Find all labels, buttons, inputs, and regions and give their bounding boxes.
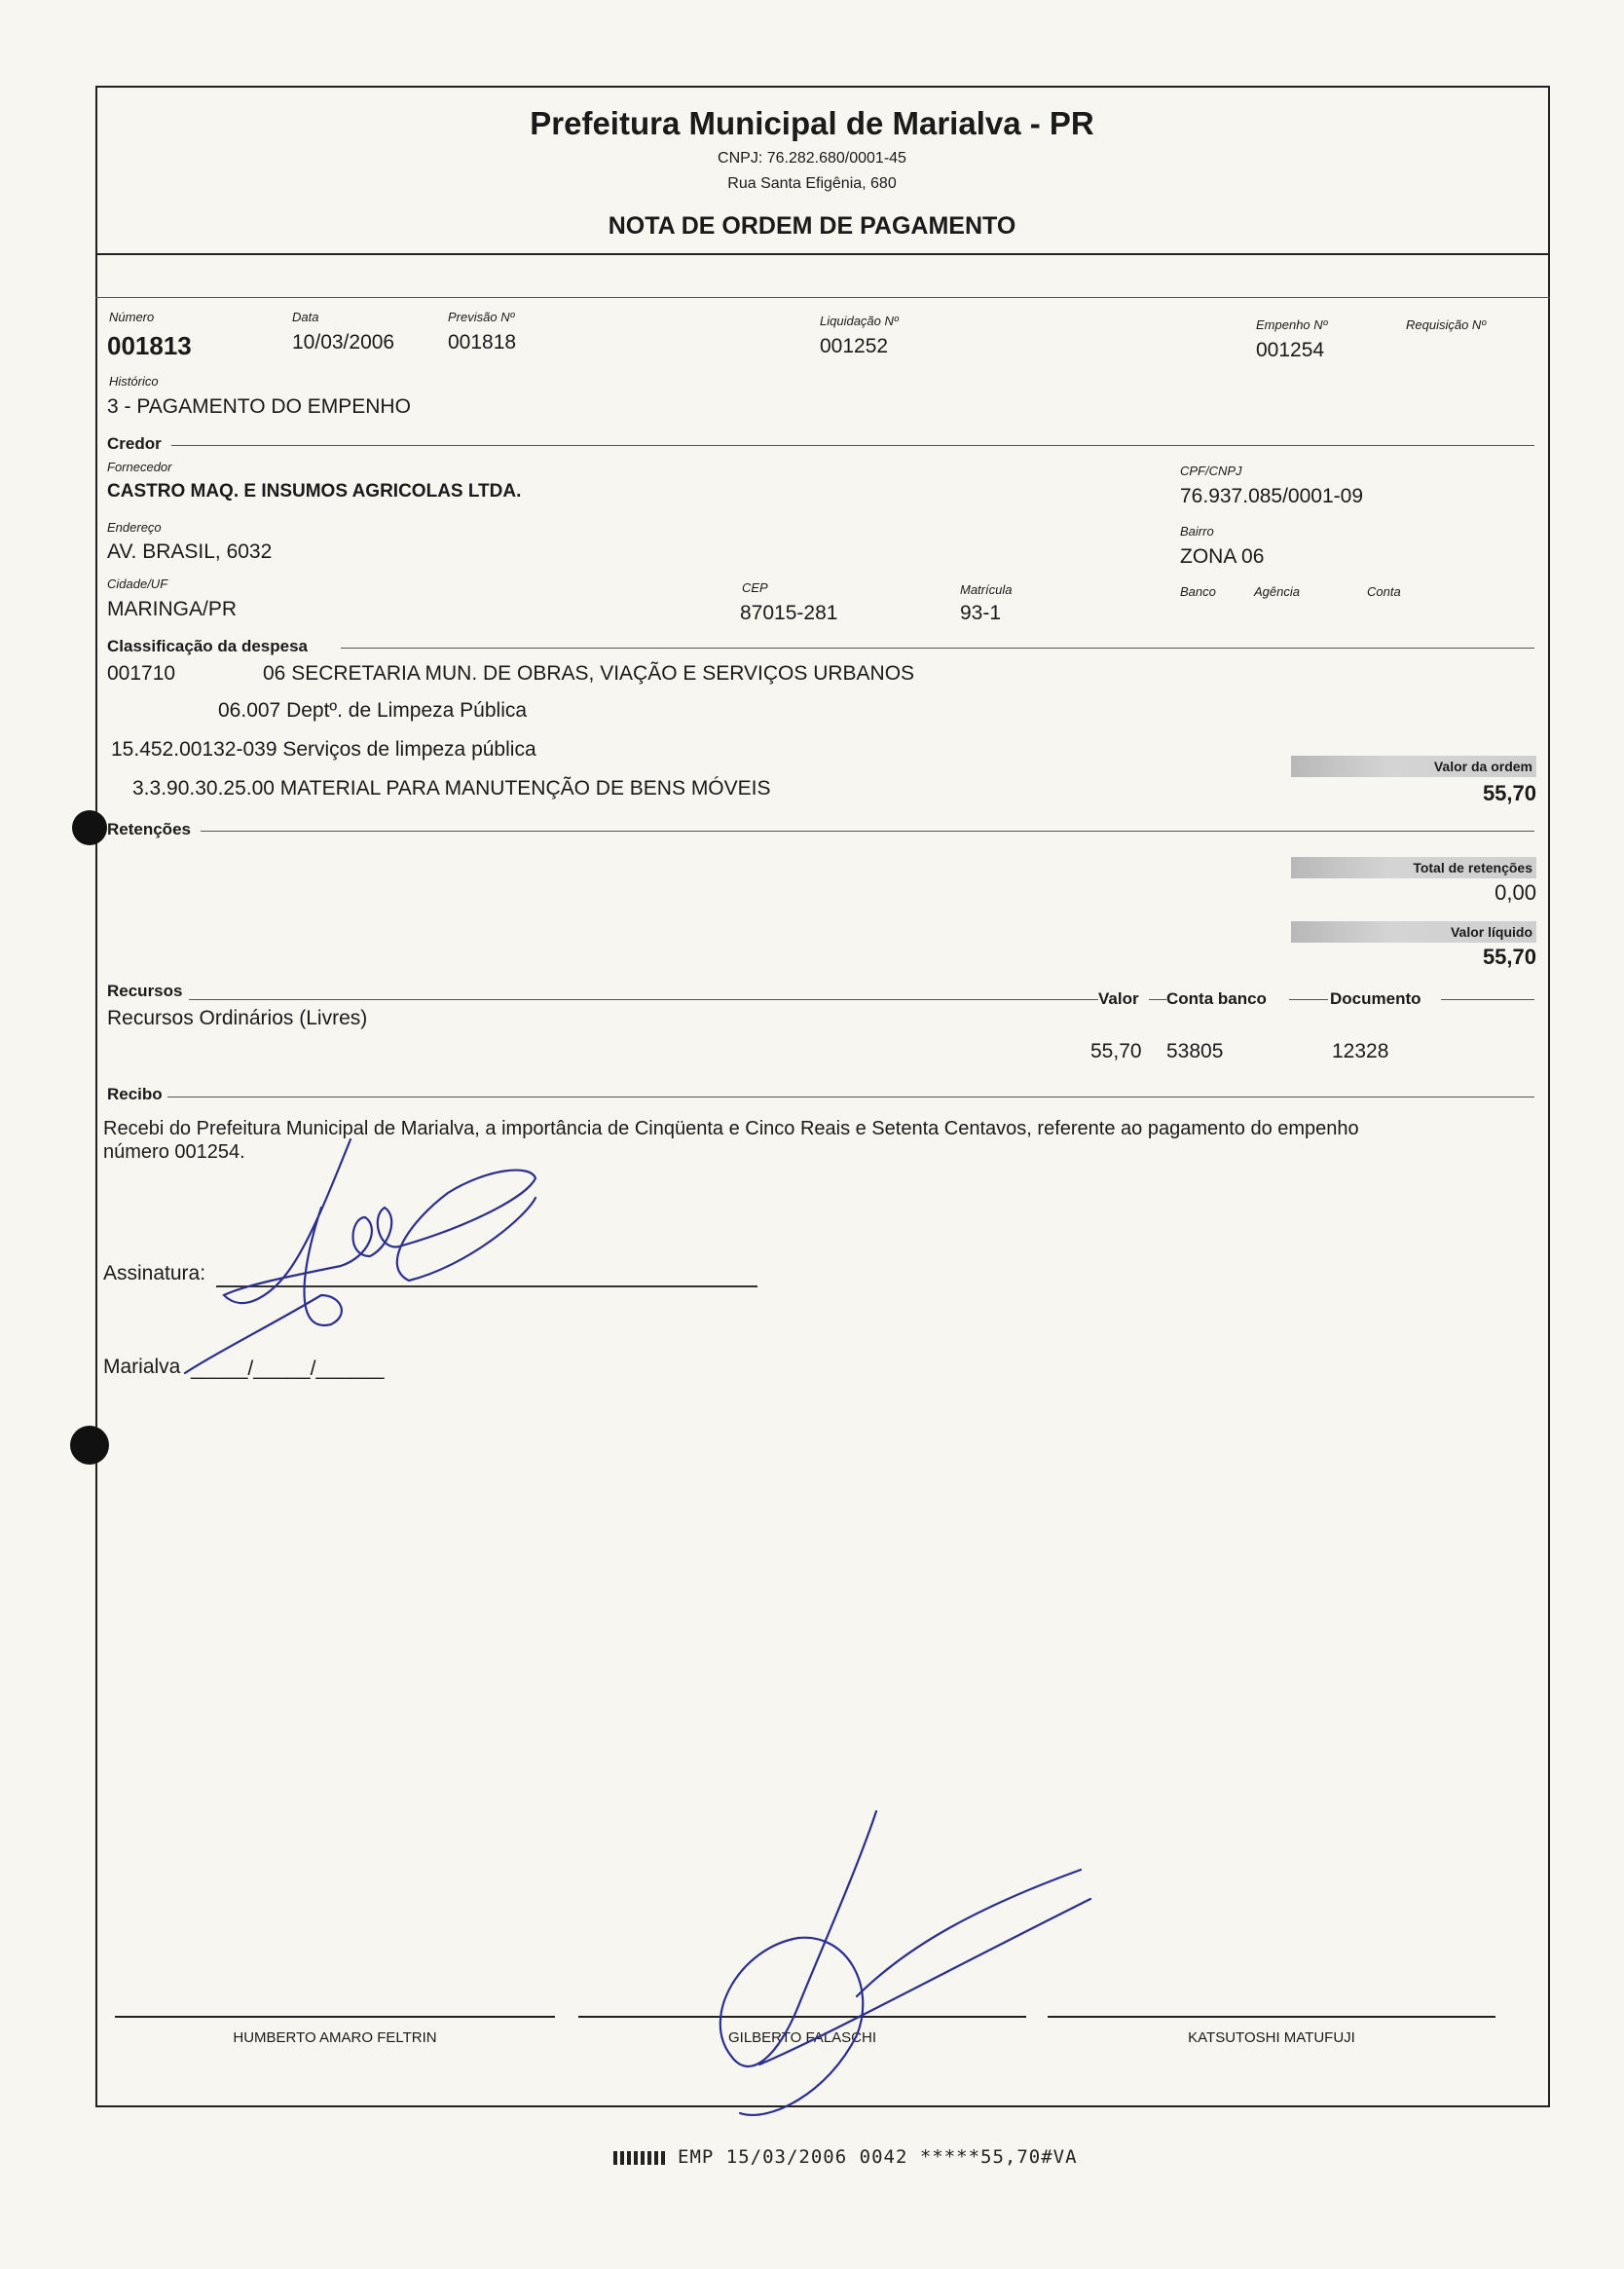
assinatura-label: Assinatura: <box>103 1262 206 1284</box>
valor-ordem-value: 55,70 <box>1482 781 1536 805</box>
valor-liquido-value: 55,70 <box>1482 945 1536 969</box>
recibo-text-2: número 001254. <box>103 1141 245 1163</box>
classificacao-code: 001710 <box>107 662 176 685</box>
gilberto-signature <box>720 1811 1090 2115</box>
endereco-value: AV. BRASIL, 6032 <box>107 540 273 563</box>
data-value: 10/03/2006 <box>292 331 395 353</box>
retencoes-section-label: Retenções <box>107 820 191 838</box>
recibo-text-1: Recebi do Prefeitura Municipal de Marialva, a importância de Cinqüenta e Cinco Reais e Setenta Centavos, referente ao pagamento do empenho <box>103 1118 1359 1139</box>
credor-section-label: Credor <box>107 434 162 453</box>
classificacao-unidade: 06.007 Deptº. de Limpeza Pública <box>218 699 528 722</box>
banco-label: Banco <box>1180 584 1216 599</box>
signatory-2: GILBERTO FALASCHI <box>728 2029 876 2046</box>
valor-ordem-label: Valor da ordem <box>1291 756 1536 777</box>
receipt-signature <box>185 1139 535 1373</box>
liquidacao-label: Liquidação Nº <box>820 314 899 328</box>
classificacao-section-label: Classificação da despesa <box>107 637 309 655</box>
cep-label: CEP <box>742 580 768 595</box>
bairro-value: ZONA 06 <box>1180 545 1265 568</box>
recursos-valor: 55,70 <box>1090 1040 1142 1062</box>
signatory-3: KATSUTOSHI MATUFUJI <box>1188 2029 1355 2046</box>
cidade-label: Cidade/UF <box>107 577 168 591</box>
matricula-value: 93-1 <box>960 602 1002 624</box>
recursos-item: Recursos Ordinários (Livres) <box>107 1007 368 1029</box>
address-line: Rua Santa Efigênia, 680 <box>727 175 897 192</box>
fornecedor-label: Fornecedor <box>107 460 172 474</box>
previsao-value: 001818 <box>448 331 517 353</box>
cnpj-line: CNPJ: 76.282.680/0001-45 <box>718 150 906 167</box>
recursos-conta: 53805 <box>1166 1040 1224 1062</box>
date-blanks: _____/_____/______ <box>191 1358 385 1380</box>
stamp-date: 15/03/2006 <box>725 2146 848 2168</box>
cidade-value: MARINGA/PR <box>107 598 238 620</box>
empenho-value: 001254 <box>1256 339 1325 361</box>
fornecedor-value: CASTRO MAQ. E INSUMOS AGRICOLAS LTDA. <box>107 481 522 502</box>
historico-label: Histórico <box>109 374 159 389</box>
empenho-label: Empenho Nº <box>1256 317 1328 332</box>
matricula-label: Matrícula <box>960 582 1013 597</box>
recursos-conta-label: Conta banco <box>1166 989 1267 1008</box>
data-label: Data <box>292 310 319 324</box>
previsao-label: Previsão Nº <box>448 310 515 324</box>
requisicao-label: Requisição Nº <box>1406 317 1487 332</box>
classificacao-orgao: 06 SECRETARIA MUN. DE OBRAS, VIAÇÃO E SERVIÇOS URBANOS <box>263 662 915 685</box>
recursos-valor-label: Valor <box>1098 989 1139 1008</box>
agencia-label: Agência <box>1254 584 1300 599</box>
recursos-section-label: Recursos <box>107 982 183 1000</box>
classificacao-funcional: 15.452.00132-039 Serviços de limpeza pública <box>111 738 536 761</box>
stamp-prefix: EMP <box>678 2146 715 2168</box>
liquidacao-value: 001252 <box>820 335 889 357</box>
municipality-title: Prefeitura Municipal de Marialva - PR <box>530 105 1094 141</box>
stamp-tail: #VA <box>1041 2146 1078 2168</box>
stamp-amount: *****55,70 <box>919 2146 1042 2168</box>
stamp-seq: 0042 <box>859 2146 908 2168</box>
local-label: Marialva <box>103 1356 181 1378</box>
valor-liquido-label: Valor líquido <box>1291 921 1536 943</box>
recibo-section-label: Recibo <box>107 1085 163 1103</box>
cpf-label: CPF/CNPJ <box>1180 464 1242 478</box>
total-retencoes-label: Total de retenções <box>1291 857 1536 878</box>
numero-value: 001813 <box>107 331 192 360</box>
cpf-value: 76.937.085/0001-09 <box>1180 485 1364 507</box>
bairro-label: Bairro <box>1180 524 1214 539</box>
classificacao-elemento: 3.3.90.30.25.00 MATERIAL PARA MANUTENÇÃO DE BENS MÓVEIS <box>132 777 771 800</box>
signatory-1: HUMBERTO AMARO FELTRIN <box>233 2029 437 2046</box>
conta-label: Conta <box>1367 584 1401 599</box>
cep-value: 87015-281 <box>740 602 838 624</box>
total-retencoes-value: 0,00 <box>1495 880 1536 905</box>
recursos-documento: 12328 <box>1332 1040 1389 1062</box>
numero-label: Número <box>109 310 155 324</box>
endereco-label: Endereço <box>107 520 162 535</box>
document-title: NOTA DE ORDEM DE PAGAMENTO <box>608 212 1016 240</box>
recursos-documento-label: Documento <box>1330 989 1421 1008</box>
historico-value: 3 - PAGAMENTO DO EMPENHO <box>107 395 411 418</box>
